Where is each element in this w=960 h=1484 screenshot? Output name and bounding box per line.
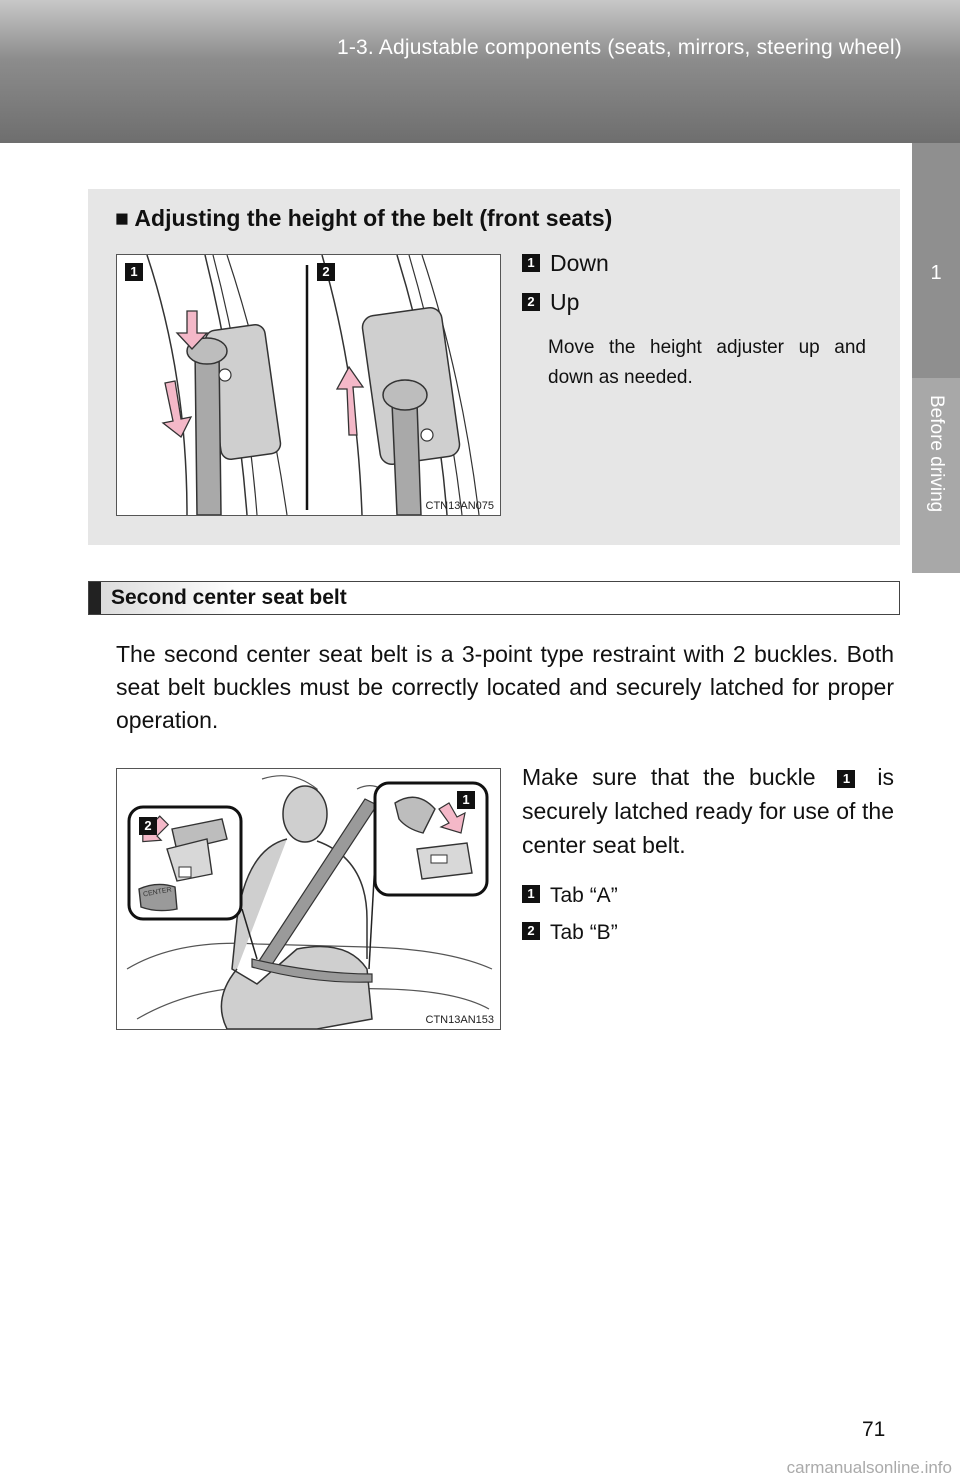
legend-label: Down [550, 250, 609, 276]
side-tab-label: Before driving [926, 395, 947, 513]
watermark: carmanualsonline.info [786, 1458, 952, 1477]
legend-number: 2 [522, 293, 540, 311]
legend-number: 2 [522, 922, 540, 940]
legend-item-down [522, 250, 609, 277]
section-heading-bar [88, 581, 900, 615]
page-number: 71 [862, 1418, 886, 1441]
buckle-label: CENTER [142, 886, 173, 899]
belt-height-figure [116, 254, 501, 516]
legend-number: 1 [522, 885, 540, 903]
section-paragraph: The second center seat belt is a 3-point type restraint with 2 buckles. Both seat belt buckles must be correctly located and securely latched for proper operation. [116, 641, 894, 733]
page-header [0, 0, 960, 143]
side-tab [912, 0, 960, 1484]
legend-item-tab-b [522, 921, 618, 945]
figure-code: CTN13AN075 [425, 500, 494, 512]
legend-item-up [522, 289, 579, 316]
center-belt-figure [116, 768, 501, 1030]
belt-height-title: ■ Adjusting the height of the belt (front seats) [115, 205, 613, 231]
legend-item-tab-a [522, 884, 618, 908]
legend-label: Up [550, 289, 580, 315]
belt-height-illustration [117, 255, 500, 515]
instruction-before: Make sure that the buckle [522, 764, 816, 790]
chapter-title: 1-3. Adjustable components (seats, mirrors, steering wheel) [336, 36, 902, 59]
instruction-after: is securely latched ready for use of the center seat belt. [522, 764, 895, 858]
figure-marker-2: 2 [317, 263, 335, 281]
legend-label: Tab “B” [550, 921, 618, 944]
legend-number: 1 [522, 254, 540, 272]
belt-height-note: Move the height adjuster up and down as needed. [548, 337, 866, 388]
section-title: Second center seat belt [111, 586, 347, 609]
figure-marker-2: 2 [139, 817, 157, 835]
legend-label: Tab “A” [550, 884, 618, 907]
figure-code: CTN13AN153 [425, 1014, 494, 1026]
center-belt-illustration [117, 769, 500, 1029]
instruction-text [522, 760, 894, 862]
side-tab-number-block [912, 143, 960, 378]
figure-marker-1: 1 [125, 263, 143, 281]
instruction-marker: 1 [837, 770, 855, 788]
side-tab-number: 1 [930, 262, 942, 284]
figure-marker-1: 1 [457, 791, 475, 809]
